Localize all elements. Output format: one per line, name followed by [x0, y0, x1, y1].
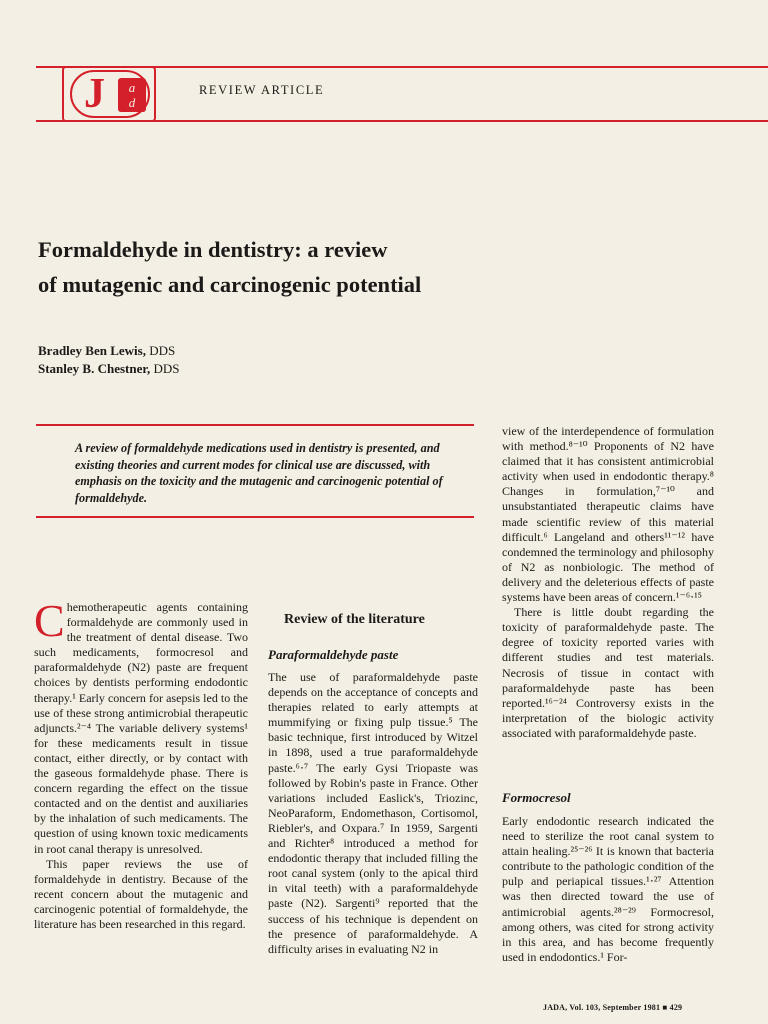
author-2: Stanley B. Chestner, DDS [38, 361, 180, 376]
column-3 [502, 424, 714, 741]
drop-cap: C [34, 595, 65, 646]
title-line-2: of mutagenic and carcinogenic potential [38, 272, 422, 297]
author-list [38, 342, 179, 378]
title-line-1: Formaldehyde in dentistry: a review [38, 237, 388, 262]
col3-paragraph-1: view of the interdependence of formulation with method.⁸⁻¹⁰ Proponents of N2 have claimed that it has consistent antimicrobial activity when used in endodontic therapy.⁸ Changes in formulation,⁷⁻¹⁰ and unsubstantiated therapeutic claims have made scientific review of this material difficult.⁶ Langeland and others¹¹⁻¹² have condemned the terminology and philosophy of N2 as nonbiologic. The method of delivery and the deleterious effects of paste systems have been areas of concern.¹⁻⁶⋅¹⁵ [502, 424, 714, 605]
jada-logo-letter: J [84, 71, 105, 117]
subheading-formocresol: Formocresol [502, 790, 571, 805]
logo-box-letter-mid: d [128, 95, 136, 110]
column-3-lower [502, 814, 714, 965]
logo-box-letter-top: a [128, 80, 136, 95]
formocresol-paragraph: Early endodontic research indicated the need to sterilize the root canal system to attain healing.²⁵⁻²⁶ It is known that bacteria contribute to the pathologic condition of the pulp and periapical tissues.¹⋅²⁷ Attention was then directed toward the use of antimicrobial agents.²⁸⁻²⁹ Formocresol, among others, was cited for strong activity in this area, and has become frequently used in endodontics.¹ For- [502, 814, 714, 964]
col3-paragraph-2: There is little doubt regarding the toxicity of paraformaldehyde paste. The degree of toxicity reported varies with different studies and test materials. Necrosis of tissue in contact with paraformaldehyde paste has been reported.¹⁶⁻²⁴ Controversy exists in the interpretation of the biologic activity associated with paraformaldehyde paste. [502, 605, 714, 740]
intro-paragraph-1: Chemotherapeutic agents containing formaldehyde are commonly used in the treatment of dental disease. Two such medicaments, formocresol and paraformaldehyde (N2) paste are frequent choices by dentists performing endodontic therapy.¹ Early concern for asepsis led to the use of these strong antimicrobial therapeutic adjuncts.²⁻⁴ The variable delivery systems¹ for these medicaments result in tissue contact, either directly, or by contact with the gaseous formaldehyde phase. There is concern regarding the effect on the tissue contacted and on the dentist and auxiliaries by the inhalation of such medicaments. The question of using known toxic medicaments in root canal therapy is unresolved. [34, 595, 248, 856]
abstract: A review of formaldehyde medications used in dentistry is presented, and existing theories and current modes for clinical use are discussed, with emphasis on the toxicity and the mutagenic and carcinogenic potential of formaldehyde. [75, 441, 443, 505]
subheading-paraformaldehyde: Paraformaldehyde paste [268, 647, 399, 662]
intro-paragraph-2: This paper reviews the use of formaldehyde in dentistry. Because of the recent concern about the mutagenic and carcinogenic potential of formaldehyde, the literature has been researched in this regard. [34, 856, 248, 931]
author-1: Bradley Ben Lewis, DDS [38, 343, 176, 358]
abstract-rule-bottom [36, 516, 474, 518]
article-title [38, 232, 558, 302]
page-footer: JADA, Vol. 103, September 1981 ■ 429 [543, 1003, 683, 1012]
section-heading-review: Review of the literature [284, 612, 425, 627]
jada-logo-box [118, 78, 146, 112]
column-1 [34, 595, 248, 932]
section-label: REVIEW ARTICLE [199, 83, 325, 97]
column-2 [268, 670, 478, 957]
paraformaldehyde-paragraph: The use of paraformaldehyde paste depends on the acceptance of concepts and therapies related to early attempts at mummifying or fixing pulp tissue.⁵ The basic technique, first introduced by Witzel in 1898, used a true paraformaldehyde paste.⁶⋅⁷ The early Gysi Triopaste was followed by Robin's paste in France. Other variations included Easlick's, Triozinc, NeoParaform, Endomethason, Cortisomol, Riebler's, and Oxpara.⁷ In 1959, Sargenti and Richter⁸ introduced a method for endodontic therapy that included filling the root canal system (only to the apical third in vital teeth) with a paraformaldehyde paste (N2). Sargenti⁹ reported that the success of his technique is dependent on the presence of paraformaldehyde. A difficulty arises in evaluating N2 in [268, 670, 478, 956]
abstract-rule-top [36, 424, 474, 426]
